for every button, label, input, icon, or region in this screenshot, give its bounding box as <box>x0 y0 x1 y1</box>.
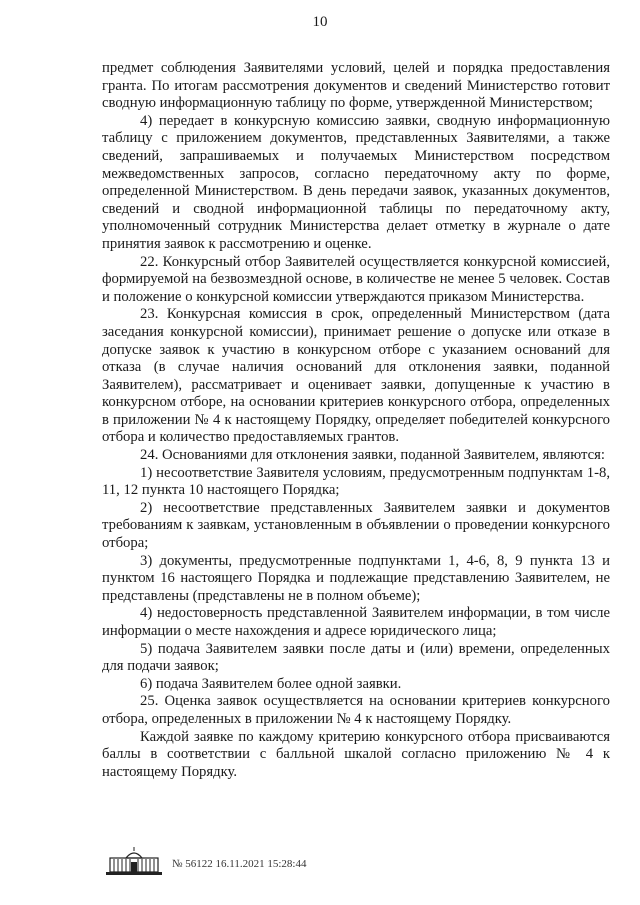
paragraph: 25. Оценка заявок осуществляется на основании критериев конкурсного отбора, определенных в приложении № 4 к настоящему Порядку. <box>102 693 610 727</box>
government-building-emblem-icon <box>104 846 164 876</box>
paragraph: Каждой заявке по каждому критерию конкурсного отбора присваиваются баллы в соответствии с балльной шкалой согласно приложению № 4 к настоящему Порядку. <box>102 728 610 780</box>
paragraph: 4) передает в конкурсную комиссию заявки, сводную информационную таблицу с приложением документов, представленных Заявителями, а также сведений, запрашиваемых и получаемых Министерством посредством межведомственных запросов, согласно передаточному акту по форме, определенной Министерством. В день передачи заявок, указанных документов, сведений и сводной информационной таблицы по передаточному акту, уполномоченный сотрудник Министерства делает отметку в журнале о дате принятия заявок к рассмотрению и оценке. <box>102 112 610 252</box>
document-footer <box>104 846 306 876</box>
list-item: 1) несоответствие Заявителя условиям, предусмотренным подпунктам 1-8, 11, 12 пункта 10 настоящего Порядка; <box>102 464 610 499</box>
paragraph: 24. Основаниями для отклонения заявки, поданной Заявителем, являются: <box>140 447 605 464</box>
page-number: 10 <box>312 14 328 30</box>
paragraph: 22. Конкурсный отбор Заявителей осуществляется конкурсной комиссией, формируемой на безвозмездной основе, в количестве не менее 5 человек. Состав и положение о конкурсной комиссии утверждаются приказом Министерства. <box>102 253 610 305</box>
paragraph: предмет соблюдения Заявителями условий, целей и порядка предоставления гранта. По итогам рассмотрения документов и сведений Министерство готовит сводную информационную таблицу по форме, утвержденной Министерством; <box>102 60 610 112</box>
list-item: 4) недостоверность представленной Заявителем информации, в том числе информации о месте нахождения и адресе юридического лица; <box>102 605 610 639</box>
list-item: 6) подача Заявителем более одной заявки. <box>140 675 402 692</box>
list-item: 3) документы, предусмотренные подпунктами 1, 4-6, 8, 9 пункта 13 и пунктом 16 настоящего Порядка и подлежащие представлению Заявителем, не представлены (представлены не в полном объеме); <box>102 552 610 604</box>
paragraph: 23. Конкурсная комиссия в срок, определенный Министерством (дата заседания конкурсной комиссии), принимает решение о допуске или отказе в допуске заявок к участию в конкурсном отборе с указанием оснований для отказа (в случае наличия оснований для отклонения заявки, поданной Заявителем), рассматривает и оценивает заявки, допущенные к участию в конкурсном отборе, на основании критериев конкурсного отбора, определенных в приложении № 4 к настоящему Порядку, определяет победителей конкурсного отбора и количество предоставляемых грантов. <box>102 306 610 446</box>
document-stamp: № 56122 16.11.2021 15:28:44 <box>172 858 307 870</box>
list-item: 2) несоответствие представленных Заявителем заявки и документов требованиям к заявкам, установленным в объявлении о проведении конкурсного отбора; <box>102 499 610 552</box>
list-item: 5) подача Заявителем заявки после даты и (или) времени, определенных для подачи заявок; <box>102 640 610 675</box>
document-body <box>102 60 610 781</box>
